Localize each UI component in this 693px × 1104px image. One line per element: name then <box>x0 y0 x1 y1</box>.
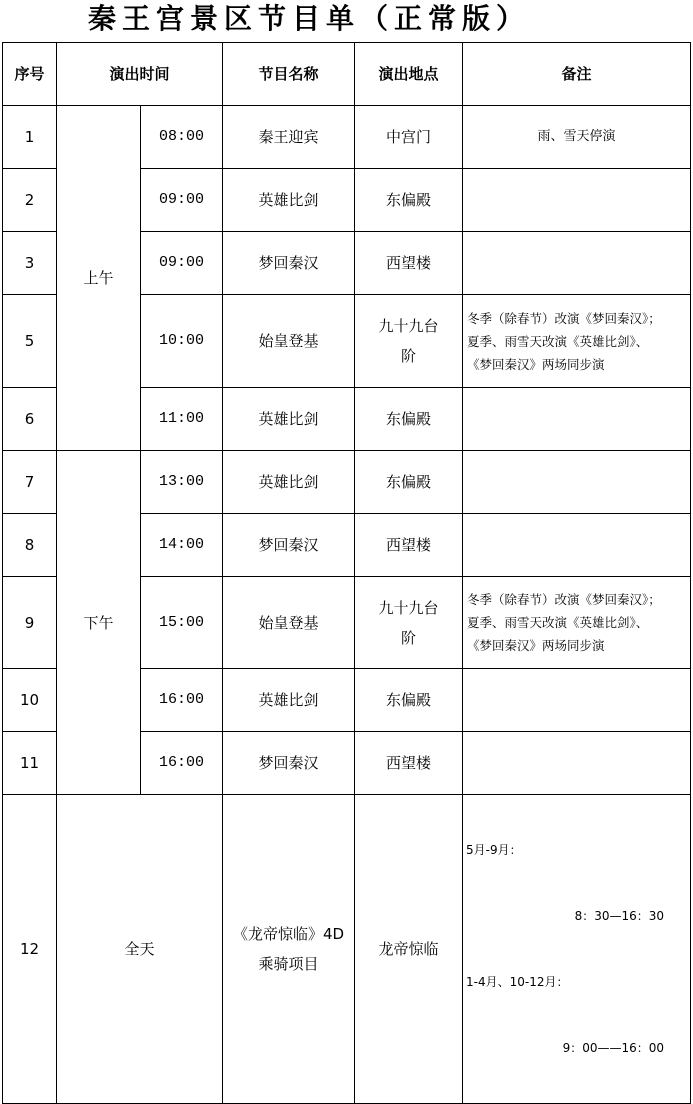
row-time: 11:00 <box>141 388 223 451</box>
row-index: 8 <box>3 514 57 577</box>
note-line: 夏季、雨雪天改演《英雄比剑》、 <box>467 615 649 630</box>
row-note <box>463 388 691 451</box>
row-time: 14:00 <box>141 514 223 577</box>
program-line: 《龙帝惊临》4D <box>232 925 345 943</box>
row-program: 英雄比剑 <box>223 669 355 732</box>
row-index: 7 <box>3 451 57 514</box>
row-time: 16:00 <box>141 669 223 732</box>
row-index: 10 <box>3 669 57 732</box>
row-note: 雨、雪天停演 <box>463 106 691 169</box>
note-line: 冬季（除春节）改演《梦回秦汉》； <box>467 310 661 326</box>
header-row <box>3 43 691 106</box>
header-program: 节目名称 <box>223 43 355 106</box>
row-note <box>463 232 691 295</box>
row-location: 龙帝惊临 <box>355 795 463 1104</box>
row-note <box>463 514 691 577</box>
row-location: 西望楼 <box>355 732 463 795</box>
row-time: 13:00 <box>141 451 223 514</box>
header-time: 演出时间 <box>57 43 223 106</box>
row-index: 6 <box>3 388 57 451</box>
table-row <box>3 451 691 514</box>
note-line: 《梦回秦汉》两场同步演 <box>467 356 605 372</box>
row-program: 秦王迎宾 <box>223 106 355 169</box>
header-notes: 备注 <box>463 43 691 106</box>
hours-value: 9：00——16：00 <box>562 1041 665 1055</box>
row-program: 梦回秦汉 <box>223 514 355 577</box>
row-time: 09:00 <box>141 232 223 295</box>
location-line: 九十九台 <box>378 317 439 335</box>
row-program: 英雄比剑 <box>223 388 355 451</box>
opening-hours <box>463 795 691 1104</box>
row-program: 梦回秦汉 <box>223 232 355 295</box>
hours-label: 5月-9月： <box>466 843 522 857</box>
row-time: 16:00 <box>141 732 223 795</box>
row-location: 东偏殿 <box>355 451 463 514</box>
row-note <box>463 451 691 514</box>
period-allday: 全天 <box>57 795 223 1104</box>
row-time: 09:00 <box>141 169 223 232</box>
row-time: 10:00 <box>141 295 223 388</box>
row-program: 英雄比剑 <box>223 169 355 232</box>
row-location: 西望楼 <box>355 514 463 577</box>
row-program: 英雄比剑 <box>223 451 355 514</box>
row-index: 3 <box>3 232 57 295</box>
period-morning: 上午 <box>57 106 141 451</box>
row-index: 2 <box>3 169 57 232</box>
row-location: 东偏殿 <box>355 388 463 451</box>
program-line: 乘骑项目 <box>258 955 319 973</box>
row-program: 始皇登基 <box>223 577 355 669</box>
row-index: 9 <box>3 577 57 669</box>
row-program <box>223 795 355 1104</box>
header-location: 演出地点 <box>355 43 463 106</box>
row-note <box>463 577 691 669</box>
row-note <box>463 169 691 232</box>
location-line: 阶 <box>401 347 417 365</box>
row-location: 东偏殿 <box>355 669 463 732</box>
row-index: 1 <box>3 106 57 169</box>
table-row <box>3 795 691 1104</box>
row-location <box>355 295 463 388</box>
note-line: 《梦回秦汉》两场同步演 <box>467 638 605 653</box>
row-location: 西望楼 <box>355 232 463 295</box>
table-row <box>3 106 691 169</box>
row-index: 12 <box>3 795 57 1104</box>
period-afternoon: 下午 <box>57 451 141 795</box>
row-index: 11 <box>3 732 57 795</box>
row-note <box>463 295 691 388</box>
header-index: 序号 <box>3 43 57 106</box>
row-location: 中宫门 <box>355 106 463 169</box>
row-program: 梦回秦汉 <box>223 732 355 795</box>
hours-label: 1-4月、10-12月： <box>466 975 569 989</box>
note-line: 冬季（除春节）改演《梦回秦汉》； <box>467 592 661 607</box>
row-location <box>355 577 463 669</box>
location-line: 九十九台 <box>378 598 439 617</box>
schedule-table <box>2 42 691 1104</box>
row-program: 始皇登基 <box>223 295 355 388</box>
page-title: 秦王宫景区节目单（正常版） <box>88 2 531 35</box>
row-note <box>463 669 691 732</box>
row-index: 5 <box>3 295 57 388</box>
row-location: 东偏殿 <box>355 169 463 232</box>
location-line: 阶 <box>401 628 417 647</box>
hours-value: 8：30—16：30 <box>574 909 665 923</box>
row-time: 15:00 <box>141 577 223 669</box>
row-time: 08:00 <box>141 106 223 169</box>
note-line: 夏季、雨雪天改演《英雄比剑》、 <box>467 333 649 349</box>
row-note <box>463 732 691 795</box>
